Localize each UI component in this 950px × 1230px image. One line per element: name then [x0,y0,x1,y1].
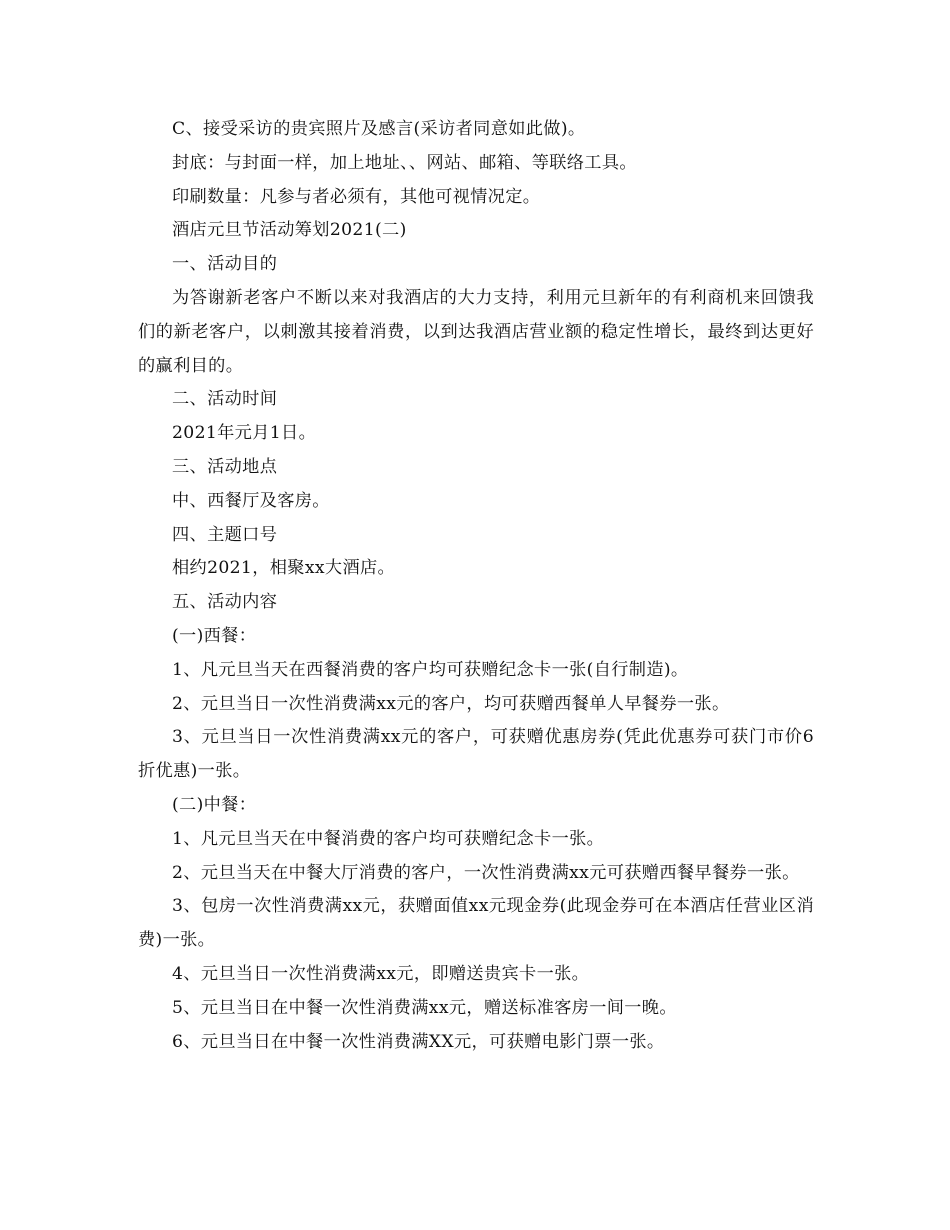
list-item-western-2: 2、元旦当日一次性消费满xx元的客户，均可获赠西餐单人早餐券一张。 [172,693,730,714]
heading-activity-time: 二、活动时间 [172,389,278,410]
list-item-chinese-5: 5、元旦当日在中餐一次性消费满xx元，赠送标准客房一间一晚。 [172,997,677,1018]
heading-activity-content: 五、活动内容 [172,592,278,613]
paragraph-activity-time: 2021年元月1日。 [172,423,317,444]
heading-activity-purpose: 一、活动目的 [172,254,278,275]
paragraph-print-quantity: 印刷数量：凡参与者必须有，其他可视情况定。 [172,186,541,207]
paragraph-theme-slogan: 相约2021，相聚xx大酒店。 [172,558,396,579]
list-item-chinese-1: 1、凡元旦当天在中餐消费的客户均可获赠纪念卡一张。 [172,828,605,849]
paragraph-activity-purpose: 为答谢新老客户不断以来对我酒店的大力支持，利用元旦新年的有利商机来回馈我们的新老客户，以刺激其接着消费，以到达我酒店营业额的稳定性增长，最终到达更好的赢利目的。 [138,287,814,376]
list-item-chinese-3: 3、包房一次性消费满xx元，获赠面值xx元现金券(此现金券可在本酒店任营业区消费)一张。 [138,896,814,951]
subheading-chinese-restaurant: (二)中餐： [172,794,257,815]
document-body [138,113,814,1059]
list-item-western-1: 1、凡元旦当天在西餐消费的客户均可获赠纪念卡一张(自行制造)。 [172,659,689,680]
paragraph-activity-location: 中、西餐厅及客房。 [172,490,330,511]
list-item-western-3: 3、元旦当日一次性消费满xx元的客户，可获赠优惠房券(凭此优惠券可获门市价6折优惠)一张。 [138,727,814,782]
section-title-plan-two: 酒店元旦节活动筹划2021(二) [172,220,407,241]
list-item-chinese-6: 6、元旦当日在中餐一次性消费满XX元，可获赠电影门票一张。 [172,1031,665,1052]
list-item-chinese-4: 4、元旦当日一次性消费满xx元，即赠送贵宾卡一张。 [172,963,590,984]
list-item-chinese-2: 2、元旦当天在中餐大厅消费的客户，一次性消费满xx元可获赠西餐早餐券一张。 [172,862,800,883]
paragraph-back-cover: 封底：与封面一样，加上地址、、网站、邮箱、等联络工具。 [172,152,637,173]
heading-activity-location: 三、活动地点 [172,456,278,477]
paragraph-back-cover-item-c: C、接受采访的贵宾照片及感言(采访者同意如此做)。 [172,119,586,139]
heading-theme-slogan: 四、主题口号 [172,524,278,545]
subheading-western-restaurant: (一)西餐： [172,625,257,646]
